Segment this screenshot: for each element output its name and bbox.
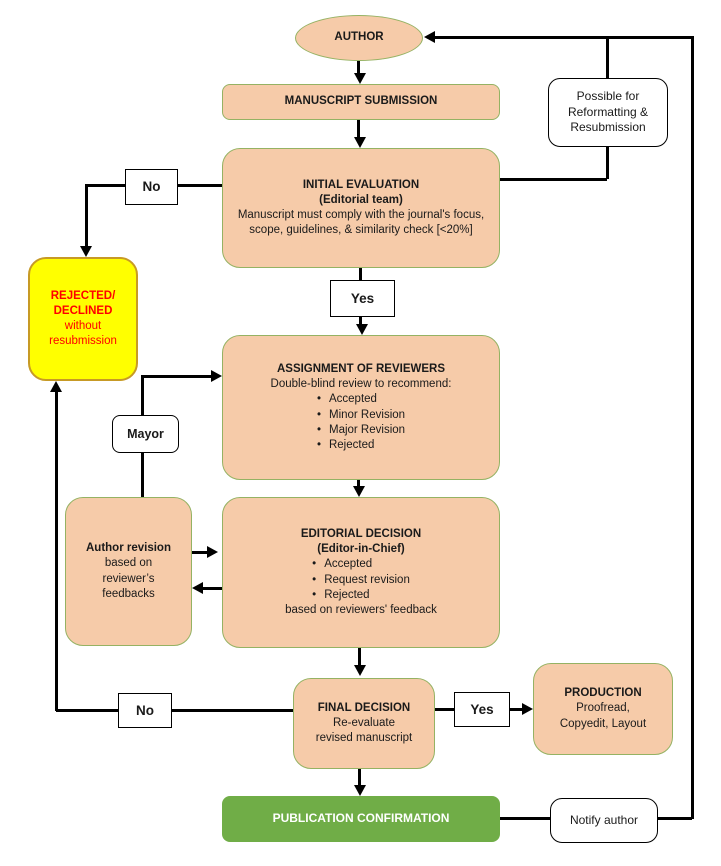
arrowhead-into-editorial [353, 486, 365, 497]
edge-label-yes-initial [330, 280, 395, 317]
node-author [295, 15, 423, 61]
edge-label-no-initial [125, 169, 178, 205]
arrowhead-into-production [522, 703, 533, 715]
rejected-title-line: DECLINED [53, 304, 113, 317]
mayor-label: Mayor [127, 426, 164, 441]
production-title: PRODUCTION [564, 687, 642, 700]
connector-notify-to-loop [658, 817, 692, 820]
arrowhead-into-rejected-top [80, 246, 92, 257]
node-publication-confirmation [222, 796, 500, 842]
node-final-decision [293, 678, 435, 769]
arrowhead-into-rejected-bottom [50, 381, 62, 392]
bullet-text: • Rejected [328, 438, 375, 451]
initial-evaluation-subtitle: (Editorial team) [319, 193, 403, 206]
connector-final-no-horizontal [56, 709, 293, 712]
connector-initial-no-vertical [85, 184, 88, 249]
arrowhead-into-publication [354, 785, 366, 796]
arrowhead-into-assignment [356, 324, 368, 335]
editorial-decision-title: EDITORIAL DECISION [300, 527, 422, 540]
arrowhead-into-author [424, 31, 435, 43]
connector-final-no-vertical [55, 390, 58, 711]
final-decision-body-line: revised manuscript [315, 732, 413, 745]
no-label: No [136, 702, 154, 718]
connector-mayor-horizontal [141, 375, 213, 378]
possible-resubmission-line: Possible for [576, 88, 640, 103]
editorial-decision-footer: based on reviewers' feedback [285, 603, 437, 616]
arrowhead-mayor-into-assignment [211, 370, 222, 382]
bullet-text: • Major Revision [328, 423, 406, 436]
edge-label-mayor [112, 415, 179, 453]
manuscript-submission-label: MANUSCRIPT SUBMISSION [284, 95, 438, 108]
arrowhead-revision-into-editorial [207, 546, 218, 558]
arrowhead-into-final [354, 665, 366, 676]
connector-right-loop-vertical [691, 36, 694, 819]
connector-publication-to-notify [500, 817, 550, 820]
assignment-title: ASSIGNMENT OF REVIEWERS [276, 362, 446, 375]
node-manuscript-submission [222, 84, 500, 120]
assignment-bullet [317, 392, 405, 407]
bullet-text: • Rejected [324, 588, 370, 601]
initial-evaluation-body: Manuscript must comply with the journal's focus, scope, guidelines, & similarity check [<20%] [237, 209, 485, 237]
node-production [533, 663, 673, 755]
bullet-text: • Accepted [324, 558, 373, 571]
final-decision-title: FINAL DECISION [317, 701, 411, 714]
connector-return-to-author-horizontal [433, 36, 692, 39]
possible-resubmission-line: Reformatting & [567, 104, 649, 119]
bullet-text: • Request revision [324, 573, 410, 586]
node-assignment-of-reviewers [222, 335, 500, 480]
connector-resubmission-horizontal [500, 178, 607, 181]
possible-resubmission-line: Resubmission [570, 120, 646, 135]
editorial-bullet [312, 557, 410, 572]
author-revision-title: Author revision [86, 542, 171, 555]
editorial-bullet [312, 588, 410, 603]
arrowhead-editorial-into-revision [192, 582, 203, 594]
editorial-decision-subtitle: (Editor-in-Chief) [317, 543, 405, 556]
initial-evaluation-title: INITIAL EVALUATION [302, 178, 420, 191]
arrowhead-into-initial [354, 137, 366, 148]
node-rejected-declined [28, 257, 138, 381]
yes-label: Yes [350, 290, 375, 306]
bullet-text: • Accepted [328, 393, 377, 406]
node-possible-resubmission [548, 78, 668, 147]
production-body-line: Copyedit, Layout [559, 717, 647, 730]
assignment-subtitle: Double-blind review to recommend: [270, 378, 452, 391]
editorial-bullet [312, 573, 410, 588]
connector-editorial-to-revision [201, 587, 222, 590]
author-label: AUTHOR [334, 31, 384, 44]
no-label: No [142, 179, 161, 195]
edge-label-no-final [118, 693, 172, 728]
assignment-bullet [317, 438, 405, 453]
node-author-revision [65, 497, 192, 646]
editorial-bullet-list [312, 557, 410, 603]
notify-author-label: Notify author [569, 812, 639, 827]
assignment-bullet-list [317, 392, 405, 453]
production-body-line: Proofread, [576, 702, 630, 715]
assignment-bullet [317, 423, 405, 438]
rejected-title-line: REJECTED/ [50, 289, 116, 302]
edge-label-yes-final [454, 692, 510, 727]
node-initial-evaluation [222, 148, 500, 268]
arrowhead-into-submission [354, 73, 366, 84]
node-editorial-decision [222, 497, 500, 648]
final-decision-body-line: Re-evaluate [332, 716, 395, 729]
rejected-body: without resubmission [49, 320, 117, 348]
author-revision-body: based on reviewer’s feedbacks [102, 557, 155, 600]
node-notify-author [550, 798, 658, 843]
yes-label: Yes [470, 701, 494, 717]
assignment-bullet [317, 408, 405, 423]
publication-confirmation-label: PUBLICATION CONFIRMATION [272, 811, 450, 826]
bullet-text: • Minor Revision [328, 408, 406, 421]
